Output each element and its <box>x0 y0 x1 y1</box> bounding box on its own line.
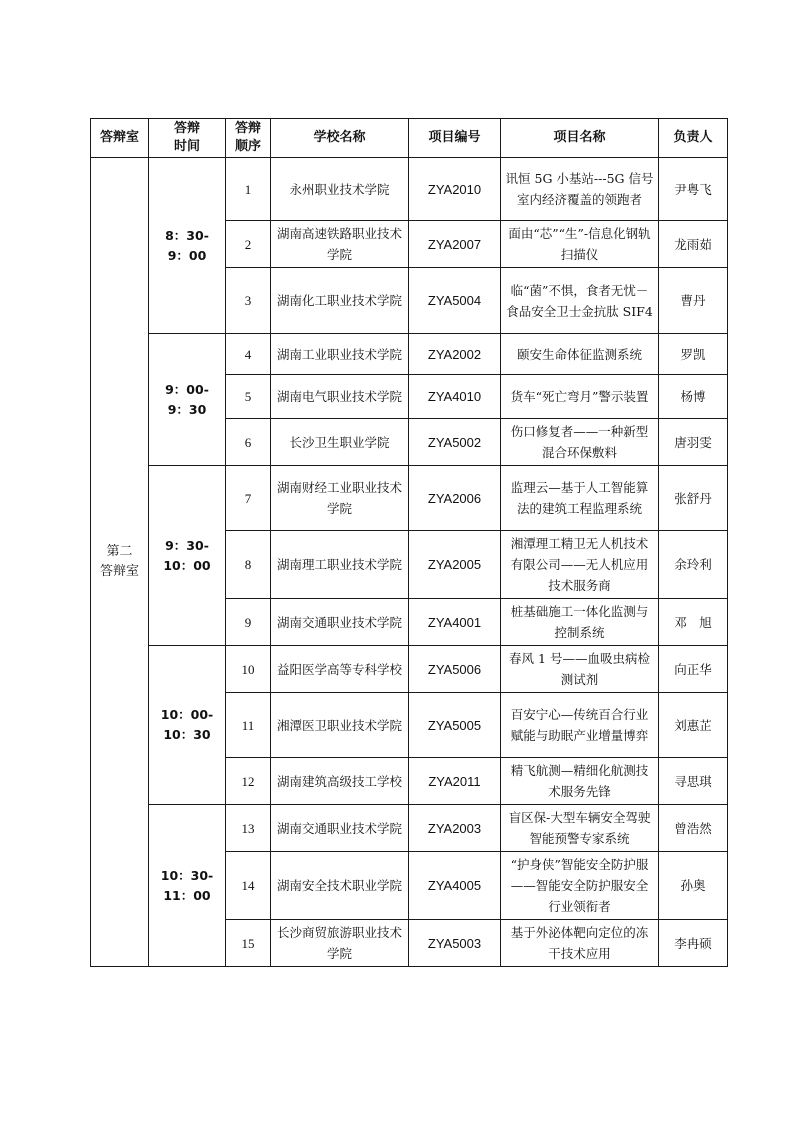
leader-cell: 孙奥 <box>659 852 728 920</box>
table-row <box>91 334 728 375</box>
school-cell: 永州职业技术学院 <box>271 158 409 221</box>
leader-cell: 刘惠芷 <box>659 693 728 758</box>
code-cell: ZYA2006 <box>409 466 501 531</box>
leader-cell: 李冉硕 <box>659 920 728 967</box>
project-cell: 伤口修复者——一种新型混合环保敷料 <box>501 419 659 466</box>
order-cell: 8 <box>226 531 271 599</box>
leader-cell: 尹粤飞 <box>659 158 728 221</box>
project-cell: 桩基础施工一体化监测与控制系统 <box>501 599 659 646</box>
project-cell: 盲区保-大型车辆安全驾驶智能预警专家系统 <box>501 805 659 852</box>
school-cell: 湖南交通职业技术学院 <box>271 805 409 852</box>
code-cell: ZYA5006 <box>409 646 501 693</box>
order-cell: 15 <box>226 920 271 967</box>
order-cell: 12 <box>226 758 271 805</box>
order-cell: 7 <box>226 466 271 531</box>
order-cell: 9 <box>226 599 271 646</box>
school-cell: 益阳医学高等专科学校 <box>271 646 409 693</box>
time-slot-cell: 9：30- 10：00 <box>149 466 226 646</box>
table-row <box>91 805 728 852</box>
order-cell: 2 <box>226 221 271 268</box>
project-cell: 讯恒 5G 小基站---5G 信号室内经济覆盖的领跑者 <box>501 158 659 221</box>
leader-cell: 曾浩然 <box>659 805 728 852</box>
project-cell: 面由“芯”“生”-信息化钢轨扫描仪 <box>501 221 659 268</box>
code-cell: ZYA2005 <box>409 531 501 599</box>
table-row <box>91 646 728 693</box>
header-leader: 负责人 <box>659 119 728 158</box>
header-room: 答辩室 <box>91 119 149 158</box>
project-cell: 湘潭理工精卫无人机技术有限公司——无人机应用技术服务商 <box>501 531 659 599</box>
code-cell: ZYA2011 <box>409 758 501 805</box>
school-cell: 湖南化工职业技术学院 <box>271 268 409 334</box>
project-cell: 货车“死亡弯月”警示装置 <box>501 375 659 419</box>
project-cell: 临“菌”不惧，食者无忧－食品安全卫士金抗肽 SIF4 <box>501 268 659 334</box>
school-cell: 湖南交通职业技术学院 <box>271 599 409 646</box>
header-order: 答辩 顺序 <box>226 119 271 158</box>
code-cell: ZYA5003 <box>409 920 501 967</box>
leader-cell: 罗凯 <box>659 334 728 375</box>
school-cell: 长沙商贸旅游职业技术学院 <box>271 920 409 967</box>
project-cell: 监理云—基于人工智能算法的建筑工程监理系统 <box>501 466 659 531</box>
code-cell: ZYA5002 <box>409 419 501 466</box>
leader-cell: 龙雨茹 <box>659 221 728 268</box>
leader-cell: 邓 旭 <box>659 599 728 646</box>
header-project: 项目名称 <box>501 119 659 158</box>
header-school: 学校名称 <box>271 119 409 158</box>
code-cell: ZYA2003 <box>409 805 501 852</box>
order-cell: 10 <box>226 646 271 693</box>
leader-cell: 寻思琪 <box>659 758 728 805</box>
school-cell: 湖南安全技术职业学院 <box>271 852 409 920</box>
table-row <box>91 158 728 221</box>
order-cell: 14 <box>226 852 271 920</box>
time-slot-cell: 9：00- 9：30 <box>149 334 226 466</box>
school-cell: 湖南建筑高级技工学校 <box>271 758 409 805</box>
order-cell: 1 <box>226 158 271 221</box>
leader-cell: 张舒丹 <box>659 466 728 531</box>
code-cell: ZYA2010 <box>409 158 501 221</box>
header-row <box>91 119 728 158</box>
code-cell: ZYA2002 <box>409 334 501 375</box>
project-cell: 颐安生命体征监测系统 <box>501 334 659 375</box>
order-cell: 6 <box>226 419 271 466</box>
time-slot-cell: 10：00- 10：30 <box>149 646 226 805</box>
time-slot-cell: 8：30- 9：00 <box>149 158 226 334</box>
leader-cell: 曹丹 <box>659 268 728 334</box>
school-cell: 湘潭医卫职业技术学院 <box>271 693 409 758</box>
code-cell: ZYA2007 <box>409 221 501 268</box>
code-cell: ZYA4001 <box>409 599 501 646</box>
leader-cell: 唐羽雯 <box>659 419 728 466</box>
school-cell: 湖南高速铁路职业技术学院 <box>271 221 409 268</box>
code-cell: ZYA4005 <box>409 852 501 920</box>
code-cell: ZYA5004 <box>409 268 501 334</box>
code-cell: ZYA4010 <box>409 375 501 419</box>
project-cell: 精飞航测—精细化航测技术服务先锋 <box>501 758 659 805</box>
order-cell: 3 <box>226 268 271 334</box>
project-cell: 基于外泌体靶向定位的冻干技术应用 <box>501 920 659 967</box>
school-cell: 湖南电气职业技术学院 <box>271 375 409 419</box>
school-cell: 湖南理工职业技术学院 <box>271 531 409 599</box>
code-cell: ZYA5005 <box>409 693 501 758</box>
school-cell: 长沙卫生职业学院 <box>271 419 409 466</box>
project-cell: “护身侠”智能安全防护服——智能安全防护服安全行业领衔者 <box>501 852 659 920</box>
leader-cell: 余玲利 <box>659 531 728 599</box>
project-cell: 春风 1 号——血吸虫病检测试剂 <box>501 646 659 693</box>
order-cell: 13 <box>226 805 271 852</box>
school-cell: 湖南财经工业职业技术学院 <box>271 466 409 531</box>
table-row <box>91 466 728 531</box>
header-code: 项目编号 <box>409 119 501 158</box>
time-slot-cell: 10：30- 11：00 <box>149 805 226 967</box>
order-cell: 5 <box>226 375 271 419</box>
leader-cell: 向正华 <box>659 646 728 693</box>
order-cell: 11 <box>226 693 271 758</box>
order-cell: 4 <box>226 334 271 375</box>
project-cell: 百安宁心—传统百合行业赋能与助眠产业增量博弈 <box>501 693 659 758</box>
room-cell: 第二 答辩室 <box>91 158 149 967</box>
leader-cell: 杨博 <box>659 375 728 419</box>
header-time: 答辩 时间 <box>149 119 226 158</box>
school-cell: 湖南工业职业技术学院 <box>271 334 409 375</box>
schedule-table <box>90 118 728 967</box>
